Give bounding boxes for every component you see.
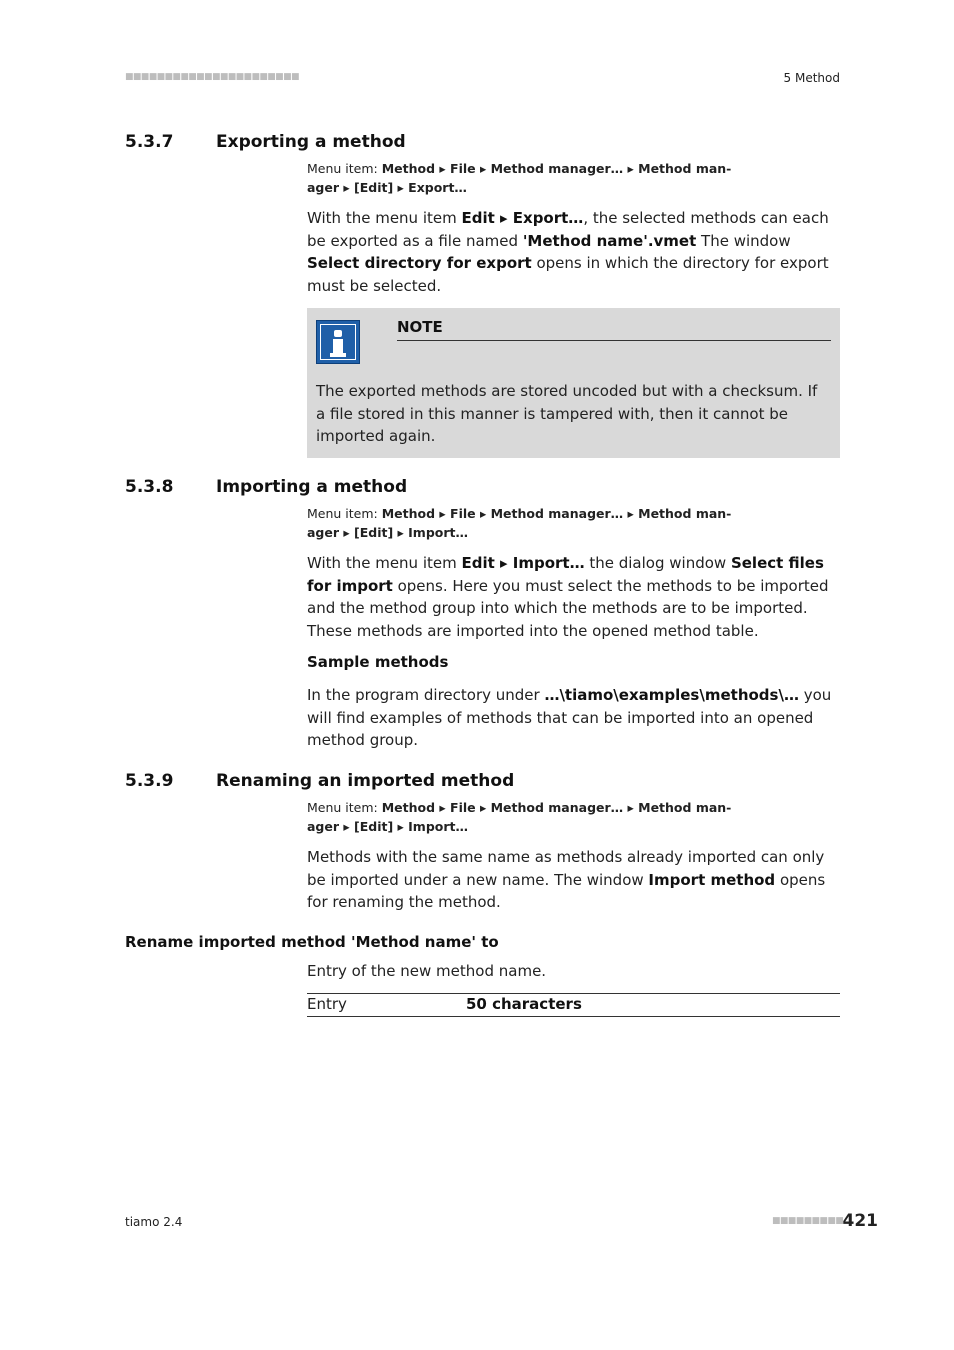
- product-name: tiamo 2.4: [125, 1215, 183, 1229]
- text-run-bold: Edit ▸ Import…: [461, 554, 585, 572]
- menu-path-prefix: Menu item:: [307, 506, 382, 521]
- note-text: The exported methods are stored uncoded but with a checksum. If a file stored in this manner is tampered with, then it cannot be imported again.: [316, 382, 818, 445]
- info-icon: [316, 320, 360, 364]
- section-number: 5.3.9: [125, 771, 174, 791]
- text-run: With the menu item: [307, 554, 462, 572]
- text-run: opens for renaming the method.: [307, 870, 826, 911]
- table-bottom-rule: [307, 1016, 840, 1017]
- text-run-bold: Select files for import: [307, 554, 824, 595]
- text-run: With the menu item: [307, 209, 462, 227]
- parameter-heading: Rename imported method 'Method name' to: [125, 933, 499, 951]
- menu-path-items: ager ▸ [Edit] ▸ Import…: [307, 819, 469, 834]
- table-label: Entry: [307, 995, 347, 1013]
- section-title: Renaming an imported method: [216, 771, 515, 791]
- menu-path: [307, 504, 747, 542]
- section-number: 5.3.8: [125, 477, 174, 497]
- text-run: Methods with the same name as methods already imported can only be imported under a new name. The window: [307, 848, 825, 889]
- menu-path-prefix: Menu item:: [307, 800, 382, 815]
- menu-path: [307, 798, 747, 836]
- menu-path-items: ager ▸ [Edit] ▸ Import…: [307, 525, 469, 540]
- footer-decoration: ■■■■■■■■■: [772, 1216, 844, 1226]
- parameter-description: Entry of the new method name.: [307, 962, 547, 980]
- text-run: The window: [696, 231, 791, 250]
- page-number: 421: [842, 1211, 878, 1231]
- text-run-bold: Import method: [648, 870, 776, 889]
- menu-path-prefix: Menu item:: [307, 161, 382, 176]
- chapter-label: 5 Method: [783, 71, 840, 85]
- body-paragraph: [307, 552, 841, 642]
- text-run-bold: Select directory for export: [307, 254, 532, 272]
- text-run-bold: 'Method name'.vmet: [522, 231, 697, 250]
- text-run: the dialog window: [584, 554, 731, 572]
- section-number: 5.3.7: [125, 132, 174, 152]
- menu-path-items: ager ▸ [Edit] ▸ Export…: [307, 180, 467, 195]
- note-divider: [397, 340, 831, 341]
- text-run: opens in which the directory for export must be selected.: [307, 254, 829, 295]
- text-run: opens. Here you must select the methods to be imported and the method group into which the methods are to be imported. These methods are imported into the opened method table.: [307, 576, 829, 640]
- menu-path-items: Method ▸ File ▸ Method manager… ▸ Method man-: [381, 506, 732, 521]
- text-run: you will find examples of methods that can be imported into an opened method group.: [307, 686, 832, 749]
- text-run-bold: Edit ▸ Export…: [461, 209, 584, 227]
- body-paragraph: [307, 207, 841, 297]
- note-box: [307, 308, 840, 458]
- subheading: Sample methods: [307, 653, 449, 671]
- menu-path-items: Method ▸ File ▸ Method manager… ▸ Method man-: [381, 161, 732, 176]
- header-decoration: ■■■■■■■■■■■■■■■■■■■■■■: [125, 72, 299, 82]
- note-title: NOTE: [397, 318, 443, 336]
- text-run-bold: …\tiamo\examples\methods\…: [544, 686, 799, 704]
- body-paragraph: [307, 846, 841, 914]
- text-run: , the selected methods can each be exported as a file named: [307, 209, 829, 250]
- section-title: Importing a method: [216, 477, 408, 497]
- table-value: 50 characters: [466, 995, 582, 1013]
- menu-path: [307, 159, 747, 197]
- section-title: Exporting a method: [216, 132, 406, 152]
- menu-path-items: Method ▸ File ▸ Method manager… ▸ Method man-: [381, 800, 732, 815]
- body-paragraph: [307, 684, 841, 752]
- text-run: In the program directory under: [307, 686, 545, 704]
